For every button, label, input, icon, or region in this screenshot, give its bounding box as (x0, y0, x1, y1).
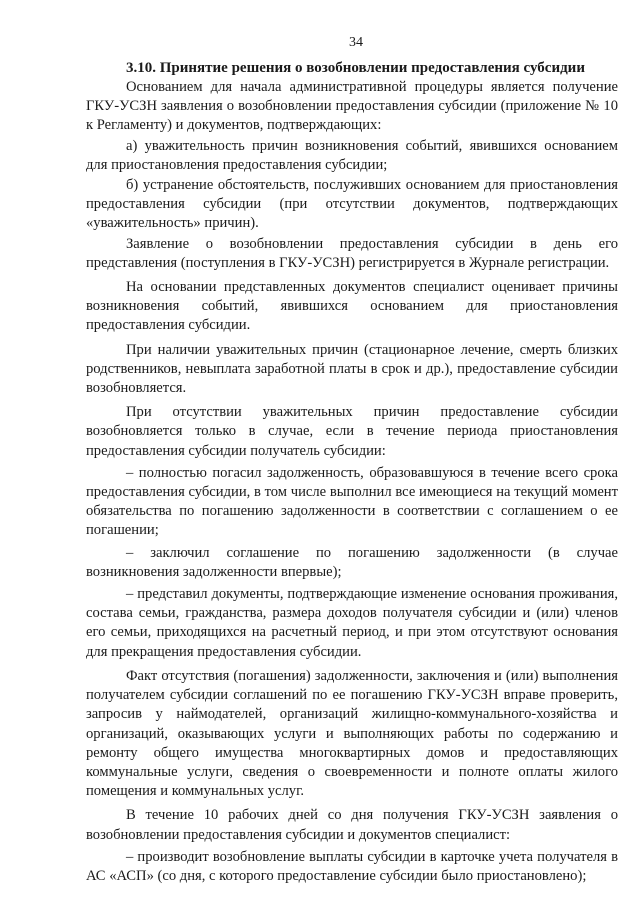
page-number: 34 (349, 35, 363, 50)
paragraph-basis: Основанием для начала административной процедуры является получение ГКУ-УСЗН заявления о возобновлении предоставления субсидии (приложение № 10 к Регламенту) и документов, подтверждающих: (86, 79, 618, 134)
paragraph-condition-debt-paid: – полностью погасил задолженность, образовавшуюся в течение всего срока предоставления субсидии, в том числе выполнил все имеющиеся на текущий момент обязательства по погашению задолженности в соответствии с соглашением о ее погашении; (86, 464, 618, 539)
section-heading: 3.10. Принятие решения о возобновлении предоставления субсидии (126, 60, 585, 76)
paragraph-condition-agreement: – заключил соглашение по погашению задолженности (в случае возникновения задолженности впервые); (86, 544, 618, 580)
paragraph-resume-payment: – производит возобновление выплаты субсидии в карточке учета получателя в АС «АСП» (со дня, с которого предоставление субсидии было приостановлено); (86, 848, 618, 884)
paragraph-no-valid-reasons: При отсутствии уважительных причин предоставление субсидии возобновляется только в случае, если в течение периода приостановления предоставления субсидии получатель субсидии: (86, 404, 618, 459)
paragraph-condition-documents: – представил документы, подтверждающие изменение основания проживания, состава семьи, гражданства, размера доходов получателя субсидии и (или) членов его семьи, приходящихся на расчетный период, и при этом отсутствуют основания для прекращения предоставления субсидии. (86, 586, 618, 660)
paragraph-verification: Факт отсутствия (погашения) задолженности, заключения и (или) выполнения получателем субсидии соглашений по ее погашению ГКУ-УСЗН вправе проверить, запросив у наймодателей, организаций жилищно-коммунального-хозяйства и организаций, оказывающих услуги и выполняющих работы по содержанию и ремонту общего имущества многоквартирных домов и предоставляющих коммунальные услуги, сведения о своевременности и полноте оплаты жилого помещения и коммунальных услуг. (86, 667, 618, 800)
paragraph-item-a: а) уважительность причин возникновения событий, явившихся основанием для приостановления предоставления субсидии; (86, 137, 618, 173)
document-page (86, 34, 618, 889)
paragraph-evaluation: На основании представленных документов специалист оценивает причины возникновения событий, явившихся основанием для приостановления предоставления субсидии. (86, 279, 618, 334)
paragraph-registration: Заявление о возобновлении предоставления субсидии в день его представления (поступления в ГКУ-УСЗН) регистрируется в Журнале регистрации. (86, 235, 618, 271)
paragraph-ten-days: В течение 10 рабочих дней со дня получения ГКУ-УСЗН заявления о возобновлении предоставления субсидии и документов специалист: (86, 807, 618, 843)
paragraph-valid-reasons: При наличии уважительных причин (стационарное лечение, смерть близких родственников, невыплата заработной платы в срок и др.), предоставление субсидии возобновляется. (86, 341, 618, 397)
paragraph-item-b: б) устранение обстоятельств, послуживших основанием для приостановления предоставления субсидии (при отсутствии документов, подтверждающих «уважительность» причин). (86, 177, 618, 232)
